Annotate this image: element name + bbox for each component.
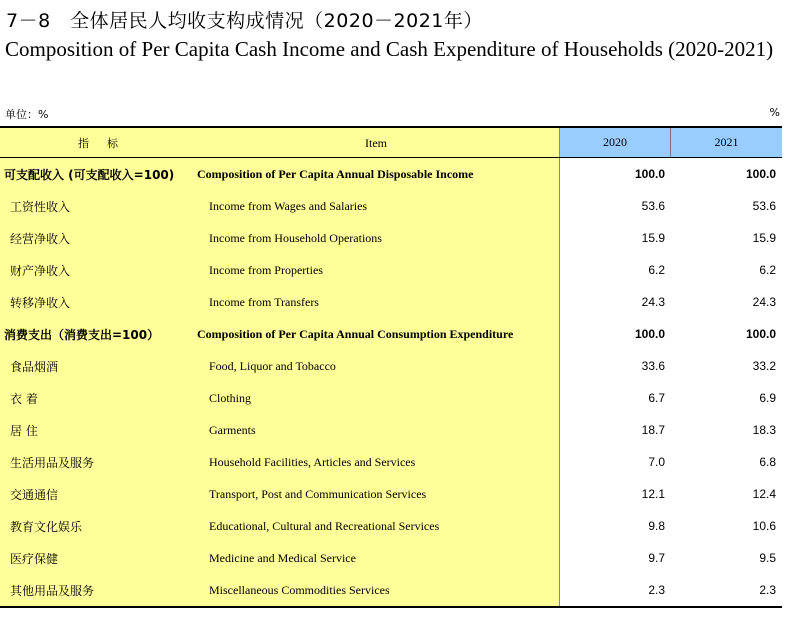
table-row xyxy=(0,190,782,222)
row-indicator-cn: 可支配收入 (可支配收入=100) xyxy=(4,168,175,182)
row-indicator-cn: 医疗保健 xyxy=(10,552,59,566)
unit-label-right: % xyxy=(769,106,780,119)
page-title-cn: 7－8 全体居民人均收支构成情况（2020－2021年） xyxy=(6,10,483,32)
row-value-2021: 6.9 xyxy=(759,391,776,405)
row-value-2021: 100.0 xyxy=(745,167,776,181)
unit-label-left: 单位：% xyxy=(5,108,49,121)
row-value-2020: 18.7 xyxy=(641,423,665,437)
row-label-cell xyxy=(0,190,560,222)
row-indicator-cn: 居 住 xyxy=(10,424,38,438)
row-value-2021: 6.2 xyxy=(759,263,776,277)
row-item-en: Income from Transfers xyxy=(209,295,319,309)
table-bottom-rule xyxy=(0,606,782,608)
header-col-2021: 2021 xyxy=(671,128,782,157)
row-value-2020: 7.0 xyxy=(648,455,665,469)
table-body xyxy=(0,158,782,606)
table-row xyxy=(0,574,782,606)
row-value-2021: 2.3 xyxy=(759,583,776,597)
row-value-2021: 12.4 xyxy=(752,487,776,501)
row-value-2020: 9.7 xyxy=(648,551,665,565)
row-item-en: Transport, Post and Communication Services xyxy=(209,487,427,501)
row-indicator-cn: 财产净收入 xyxy=(10,264,71,278)
header-col-2020: 2020 xyxy=(560,128,671,157)
row-item-en: Food, Liquor and Tobacco xyxy=(209,359,336,373)
row-value-2020: 6.7 xyxy=(648,391,665,405)
row-indicator-cn: 衣 着 xyxy=(10,392,38,406)
header-item: Item xyxy=(365,136,387,150)
row-label-cell xyxy=(0,446,560,478)
row-value-2020: 100.0 xyxy=(634,167,665,181)
row-value-2020: 33.6 xyxy=(641,359,665,373)
table-row xyxy=(0,542,782,574)
row-item-en: Garments xyxy=(209,423,256,437)
table-row xyxy=(0,510,782,542)
table-row xyxy=(0,382,782,414)
table-row xyxy=(0,318,782,350)
row-value-2021: 18.3 xyxy=(752,423,776,437)
row-label-cell xyxy=(0,222,560,254)
row-label-cell xyxy=(0,350,560,382)
row-indicator-cn: 转移净收入 xyxy=(10,296,71,310)
row-item-en: Medicine and Medical Service xyxy=(209,551,356,565)
table-row xyxy=(0,446,782,478)
row-label-cell xyxy=(0,542,560,574)
row-item-en: Income from Household Operations xyxy=(209,231,382,245)
table-header xyxy=(0,128,782,157)
row-value-2021: 33.2 xyxy=(752,359,776,373)
row-indicator-cn: 教育文化娱乐 xyxy=(10,520,83,534)
row-value-2020: 100.0 xyxy=(634,327,665,341)
row-value-2020: 6.2 xyxy=(648,263,665,277)
row-label-cell xyxy=(0,158,560,190)
row-indicator-cn: 食品烟酒 xyxy=(10,360,59,374)
row-value-2020: 9.8 xyxy=(648,519,665,533)
row-label-cell xyxy=(0,510,560,542)
row-label-cell xyxy=(0,382,560,414)
row-indicator-cn: 生活用品及服务 xyxy=(10,456,95,470)
row-indicator-cn: 经营净收入 xyxy=(10,232,71,246)
table-row xyxy=(0,478,782,510)
table-row xyxy=(0,286,782,318)
row-value-2020: 12.1 xyxy=(641,487,665,501)
row-label-cell xyxy=(0,254,560,286)
row-indicator-cn: 消费支出（消费支出=100） xyxy=(4,328,160,342)
row-indicator-cn: 交通通信 xyxy=(10,488,59,502)
row-item-en: Miscellaneous Commodities Services xyxy=(209,583,390,597)
table-row xyxy=(0,254,782,286)
row-value-2021: 53.6 xyxy=(752,199,776,213)
row-label-cell xyxy=(0,574,560,606)
row-value-2021: 9.5 xyxy=(759,551,776,565)
table-row xyxy=(0,414,782,446)
row-value-2021: 6.8 xyxy=(759,455,776,469)
table-row xyxy=(0,222,782,254)
row-value-2020: 24.3 xyxy=(641,295,665,309)
header-indicator: 指标 xyxy=(78,137,136,150)
row-label-cell xyxy=(0,286,560,318)
row-item-en: Income from Wages and Salaries xyxy=(209,199,368,213)
row-item-en: Clothing xyxy=(209,391,252,405)
row-indicator-cn: 工资性收入 xyxy=(10,200,71,214)
row-value-2020: 2.3 xyxy=(648,583,665,597)
row-item-en: Income from Properties xyxy=(209,263,323,277)
row-value-2020: 53.6 xyxy=(641,199,665,213)
row-value-2021: 100.0 xyxy=(745,327,776,341)
row-label-cell xyxy=(0,318,560,350)
row-label-cell xyxy=(0,478,560,510)
row-item-en: Educational, Cultural and Recreational Services xyxy=(209,519,440,533)
row-value-2020: 15.9 xyxy=(641,231,665,245)
row-value-2021: 15.9 xyxy=(752,231,776,245)
row-indicator-cn: 其他用品及服务 xyxy=(10,584,95,598)
row-label-cell xyxy=(0,414,560,446)
row-item-en: Composition of Per Capita Annual Disposable Income xyxy=(197,167,474,181)
row-value-2021: 10.6 xyxy=(752,519,776,533)
row-item-en: Household Facilities, Articles and Services xyxy=(209,455,416,469)
page-title-en: Composition of Per Capita Cash Income and Cash Expenditure of Households (2020-2021) xyxy=(5,37,774,61)
row-item-en: Composition of Per Capita Annual Consumption Expenditure xyxy=(197,327,514,341)
table-row xyxy=(0,158,782,190)
row-value-2021: 24.3 xyxy=(752,295,776,309)
table-row xyxy=(0,350,782,382)
